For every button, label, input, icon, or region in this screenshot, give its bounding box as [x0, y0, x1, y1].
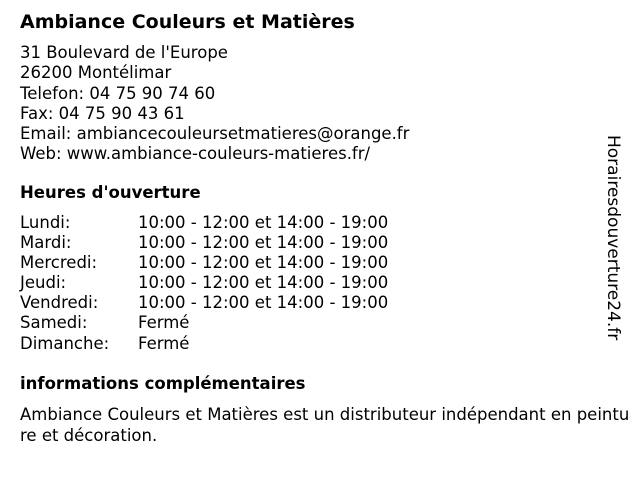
hours-row: [20, 273, 388, 293]
hours-time: 10:00 - 12:00 et 14:00 - 19:00: [138, 293, 389, 313]
hours-time: 10:00 - 12:00 et 14:00 - 19:00: [138, 273, 389, 293]
additional-info-heading: informations complémentaires: [20, 374, 306, 393]
hours-row: [20, 213, 388, 233]
hours-day: Vendredi:: [20, 293, 99, 313]
phone: Telefon: 04 75 90 74 60: [20, 83, 216, 103]
hours-time: 10:00 - 12:00 et 14:00 - 19:00: [138, 253, 389, 273]
hours-day: Lundi:: [20, 213, 71, 232]
fax: Fax: 04 75 90 43 61: [20, 103, 185, 123]
hours-day: Dimanche:: [20, 333, 110, 353]
hours-day: Mercredi:: [20, 253, 98, 273]
hours-day: Samedi:: [20, 313, 88, 333]
address-line-1: 31 Boulevard de l'Europe: [20, 43, 228, 62]
website: Web: www.ambiance-couleurs-matieres.fr/: [20, 144, 371, 164]
hours-row: [20, 293, 388, 313]
hours-time: Fermé: [138, 313, 190, 333]
business-name: Ambiance Couleurs et Matières: [20, 11, 355, 33]
hours-day: Jeudi:: [20, 273, 67, 293]
opening-hours-table: [20, 213, 388, 354]
address-line-2: 26200 Montélimar: [20, 63, 172, 83]
hours-row: [20, 313, 388, 333]
business-description: Ambiance Couleurs et Matières est un distributeur indépendant en peinture et décoration.: [20, 405, 630, 445]
site-brand-vertical: Horairesdouverture24.fr: [603, 135, 623, 341]
hours-row: [20, 253, 388, 273]
email: Email: ambiancecouleursetmatieres@orange.fr: [20, 124, 410, 144]
hours-row: [20, 233, 388, 253]
hours-time: 10:00 - 12:00 et 14:00 - 19:00: [138, 233, 389, 253]
contact-block: [20, 43, 409, 165]
opening-hours-heading: Heures d'ouverture: [20, 183, 201, 202]
hours-time: 10:00 - 12:00 et 14:00 - 19:00: [138, 213, 389, 232]
hours-row: [20, 334, 388, 354]
hours-day: Mardi:: [20, 233, 72, 253]
hours-time: Fermé: [138, 333, 190, 353]
